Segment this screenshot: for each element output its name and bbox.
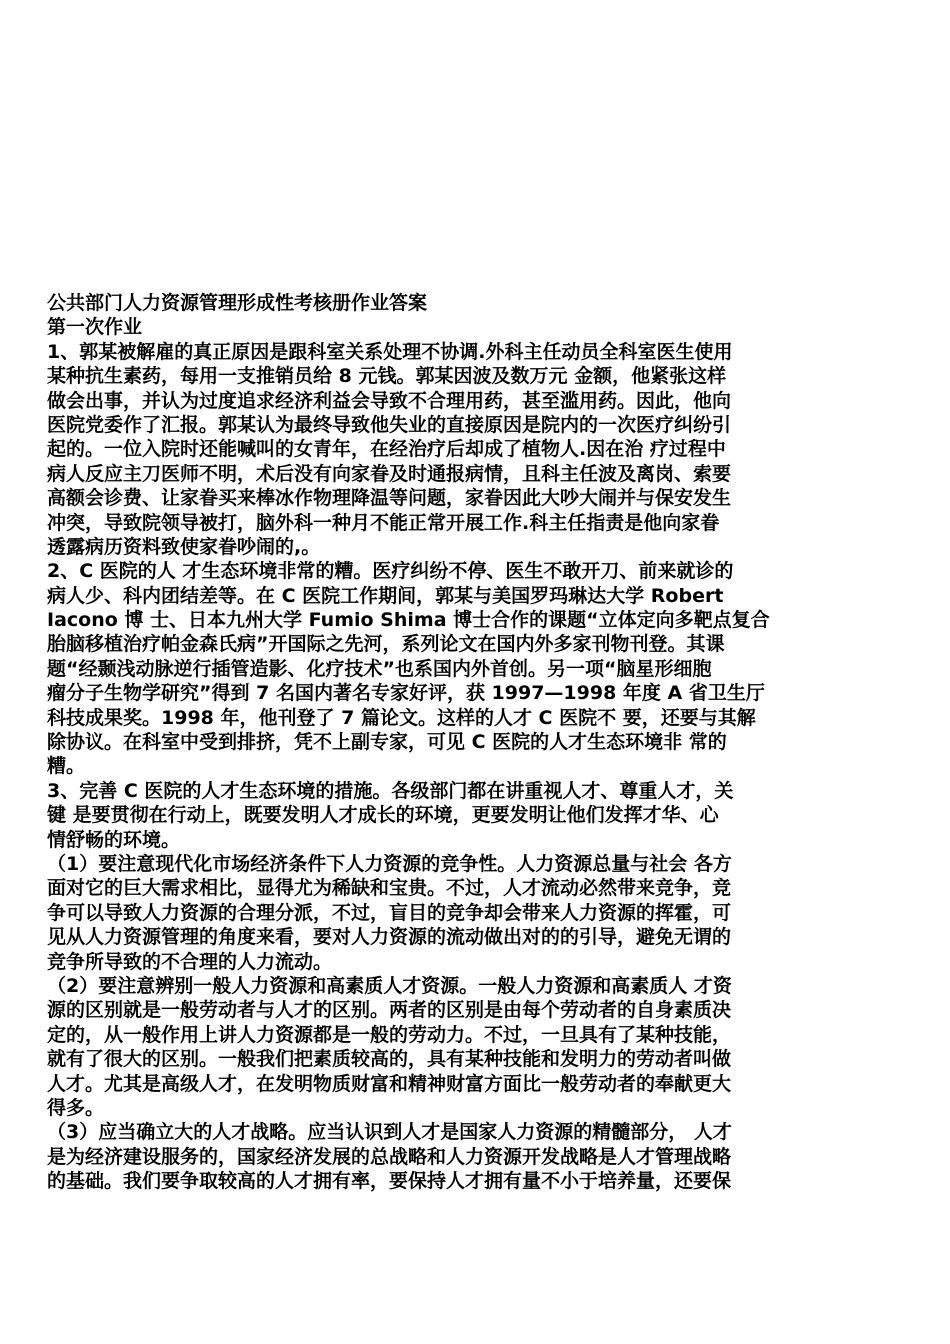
text-line: 糟。 (47, 755, 86, 778)
text-line: 题“经颞浅动脉逆行插管造影、化疗技术”也系国内外首创。另一项“脑星形细胞 (47, 657, 712, 680)
text-line: 冲突，导致院领导被打，脑外科一种月不能正常开展工作.科主任指责是他向家眷 (47, 511, 720, 534)
text-line: 3、完善 C 医院的人才生态环境的措施。各级部门都在讲重视人才、尊重人才，关 (47, 779, 734, 802)
document-body (47, 291, 909, 1193)
text-line: 键 是要贯彻在行动上，既要发明人才成长的环境，更要发明让他们发挥才华、心 (47, 804, 719, 827)
text-line: 除协议。在科室中受到排挤，凭不上副专家，可见 C 医院的人才生态环境非 常的 (47, 731, 727, 754)
text-line: 1、郭某被解雇的真正原因是跟科室关系处理不协调.外科主任动员全科室医生使用 (47, 340, 733, 363)
text-line: 定的，从一般作用上讲人力资源都是一般的劳动力。不过，一旦具有了某种技能， (47, 1023, 732, 1046)
text-line: 起的。一位入院时还能喊叫的女青年，在经治疗后却成了植物人.因在治 疗过程中 (47, 438, 726, 461)
text-line: Iacono 博 士、日本九州大学 Fumio Shima 博士合作的课题“立体定向多靶点复合 (47, 609, 770, 632)
text-line: 见从人力资源管理的角度来看，要对人力资源的流动做出对的的引导，避免无谓的 (47, 926, 732, 949)
text-line: 2、C 医院的人 才生态环境非常的糟。医疗纠纷不停、医生不敢开刀、前来就诊的 (47, 560, 734, 583)
text-line: 某种抗生素药，每用一支推销员给 8 元钱。郭某因波及数万元 金额，他紧张这样 (47, 365, 727, 388)
section-heading: 第一次作业 (47, 316, 143, 339)
text-line: 争可以导致人力资源的合理分派，不过，盲目的竞争却会带来人力资源的挥霍，可 (47, 901, 732, 924)
text-line: 瘤分子生物学研究”得到 7 名国内著名专家好评，获 1997—1998 年度 A 省卫生厅 (47, 682, 765, 705)
text-line: 病人少、科内团结差等。在 C 医院工作期间，郭某与美国罗玛琳达大学 Robert (47, 584, 724, 607)
text-line: 做会出事，并认为过度追求经济利益会导致不合理用药，甚至滥用药。因此，他向 (47, 389, 732, 412)
text-line: （2）要注意辨别一般人力资源和高素质人才资源。一般人力资源和高素质人 才资 (47, 974, 732, 997)
text-line: 竞争所导致的不合理的人力流动。 (47, 950, 333, 973)
text-line: 病人反应主刀医师不明，术后没有向家眷及时通报病情，且科主任波及离岗、索要 (47, 462, 732, 485)
text-line: 高额会诊费、让家眷买来棒冰作物理降温等问题，家眷因此大吵大闹并与保安发生 (47, 487, 732, 510)
text-line: 情舒畅的环境。 (47, 828, 181, 851)
text-line: 科技成果奖。1998 年，他刊登了 7 篇论文。这样的人才 C 医院不 要，还要与其解 (47, 706, 756, 729)
text-line: 得多。 (47, 1096, 105, 1119)
text-line: 人才。尤其是高级人才，在发明物质财富和精神财富方面比一般劳动者的奉献更大 (47, 1072, 732, 1095)
text-line: 就有了很大的区别。一般我们把素质较高的，具有某种技能和发明力的劳动者叫做 (47, 1048, 732, 1071)
text-line: 的基础。我们要争取较高的人才拥有率，要保持人才拥有量不小于培养量，还要保 (47, 1170, 732, 1193)
text-line: 胎脑移植治疗帕金森氏病”开国际之先河，系列论文在国内外多家刊物刊登。其课 (47, 633, 725, 656)
text-line: 源的区别就是一般劳动者与人才的区别。两者的区别是由每个劳动者的自身素质决 (47, 999, 732, 1022)
text-line: 面对它的巨大需求相比，显得尤为稀缺和宝贵。不过，人才流动必然带来竞争，竞 (47, 877, 732, 900)
text-line: （3）应当确立大的人才战略。应当认识到人才是国家人力资源的精髓部分， 人才 (47, 1121, 732, 1144)
text-line: 是为经济建设服务的，国家经济发展的总战略和人力资源开发战略是人才管理战略 (47, 1145, 732, 1168)
text-line: 透露病历资料致使家眷吵闹的,。 (47, 535, 321, 558)
document-title: 公共部门人力资源管理形成性考核册作业答案 (47, 292, 428, 314)
text-line: （1）要注意现代化市场经济条件下人力资源的竞争性。人力资源总量与社会 各方 (47, 852, 732, 875)
text-line: 医院党委作了汇报。郭某认为最终导致他失业的直接原因是院内的一次医疗纠纷引 (47, 413, 732, 436)
